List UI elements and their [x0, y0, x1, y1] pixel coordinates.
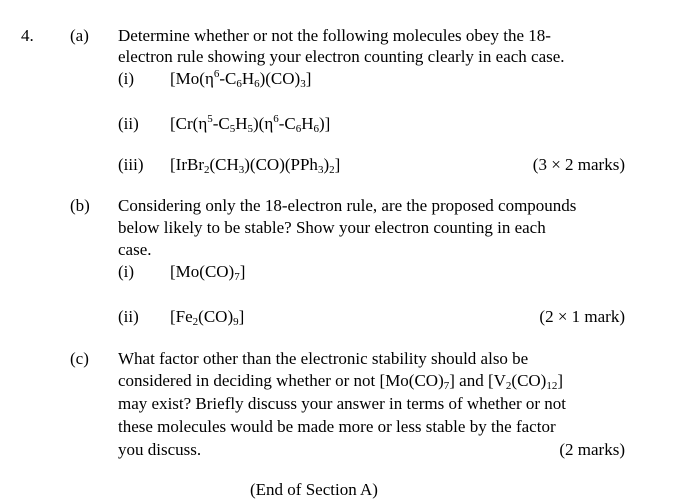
part-a-line-1: Determine whether or not the following molecules obey the 18- — [118, 26, 551, 45]
part-b-ii-label: (ii) — [118, 307, 139, 326]
section-end-note: (End of Section A) — [250, 480, 378, 499]
part-b-i-label: (i) — [118, 262, 135, 281]
footer-clip — [0, 478, 695, 499]
part-b-marks: (2 × 1 mark) — [539, 307, 625, 326]
part-a-iii-formula: $[IrBr_2(CH_3)(CO)(PPh_3)_2]$ — [170, 155, 341, 176]
part-a-i-label: (i) — [118, 69, 135, 88]
part-a-iii-label: (iii) — [118, 155, 144, 174]
part-a-ii-formula: $[Cr(\eta^5-C_5H_5)(\eta^6-C_6H_6)]$ — [170, 113, 331, 135]
part-b-line-2: below likely to be stable? Show your electron counting in each — [118, 218, 546, 237]
part-a-label: (a) — [70, 26, 89, 45]
part-b-line-3: case. — [118, 240, 152, 259]
part-b-i-formula: $[Mo(CO)_7]$ — [170, 262, 246, 283]
part-c-line-2: considered in deciding whether or not $[Mo(CO)_7]$ and $[V_2(CO)_{12}]$ — [118, 371, 564, 392]
part-b-ii-formula: $[Fe_2(CO)_9]$ — [170, 307, 245, 328]
part-b-label: (b) — [70, 196, 90, 215]
part-c-marks: (2 marks) — [559, 440, 625, 459]
part-c-line-1: What factor other than the electronic stability should also be — [118, 349, 529, 368]
part-c-line-4: these molecules would be made more or less stable by the factor — [118, 417, 556, 436]
part-a-ii-label: (ii) — [118, 114, 139, 133]
part-c-line-3: may exist? Briefly discuss your answer in terms of whether or not — [118, 394, 567, 413]
part-a-i-formula: $[Mo(\eta^6-C_6H_6)(CO)_3]$ — [170, 68, 312, 90]
part-c-label: (c) — [70, 349, 89, 368]
question-number: 4. — [21, 26, 34, 45]
part-a-marks: (3 × 2 marks) — [532, 155, 625, 174]
part-b-line-1: Considering only the 18-electron rule, are the proposed compounds — [118, 196, 577, 215]
part-c-line-5: you discuss. — [118, 440, 202, 459]
part-a-line-2: electron rule showing your electron counting clearly in each case. — [118, 47, 565, 66]
